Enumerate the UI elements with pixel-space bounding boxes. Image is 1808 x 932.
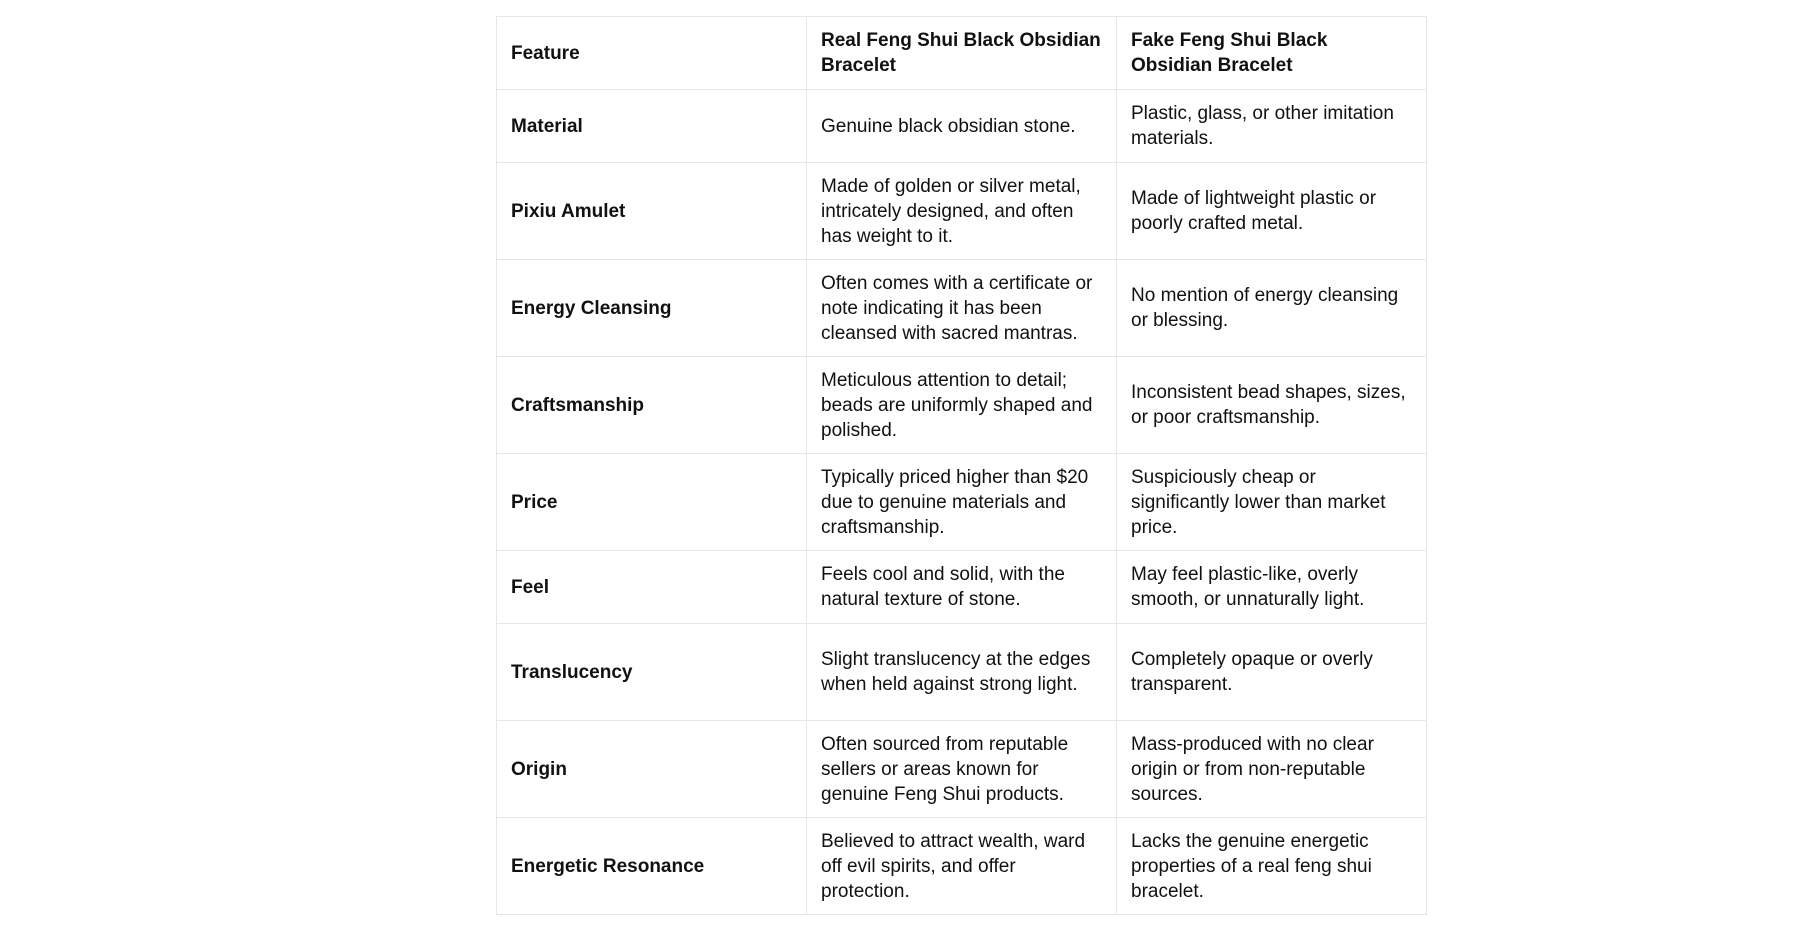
fake-cell: Mass-produced with no clear origin or from non-reputable sources. — [1117, 721, 1427, 818]
header-fake: Fake Feng Shui Black Obsidian Bracelet — [1117, 17, 1427, 90]
real-cell: Typically priced higher than $20 due to genuine materials and craftsmanship. — [807, 454, 1117, 551]
fake-cell: Suspiciously cheap or significantly lower than market price. — [1117, 454, 1427, 551]
feature-cell: Price — [497, 454, 807, 551]
table-header-row — [497, 17, 1427, 90]
real-cell: Feels cool and solid, with the natural texture of stone. — [807, 551, 1117, 624]
table-row — [497, 721, 1427, 818]
feature-cell: Pixiu Amulet — [497, 163, 807, 260]
feature-cell: Craftsmanship — [497, 357, 807, 454]
header-real: Real Feng Shui Black Obsidian Bracelet — [807, 17, 1117, 90]
feature-cell: Feel — [497, 551, 807, 624]
real-cell: Genuine black obsidian stone. — [807, 90, 1117, 163]
comparison-table — [496, 16, 1427, 915]
table-row — [497, 818, 1427, 915]
real-cell: Meticulous attention to detail; beads are uniformly shaped and polished. — [807, 357, 1117, 454]
table-row — [497, 357, 1427, 454]
fake-cell: Completely opaque or overly transparent. — [1117, 624, 1427, 721]
table-row — [497, 163, 1427, 260]
table-row — [497, 454, 1427, 551]
fake-cell: May feel plastic-like, overly smooth, or unnaturally light. — [1117, 551, 1427, 624]
fake-cell: Lacks the genuine energetic properties of a real feng shui bracelet. — [1117, 818, 1427, 915]
real-cell: Often sourced from reputable sellers or areas known for genuine Feng Shui products. — [807, 721, 1117, 818]
fake-cell: No mention of energy cleansing or blessing. — [1117, 260, 1427, 357]
feature-cell: Translucency — [497, 624, 807, 721]
feature-cell: Material — [497, 90, 807, 163]
feature-cell: Energetic Resonance — [497, 818, 807, 915]
fake-cell: Inconsistent bead shapes, sizes, or poor craftsmanship. — [1117, 357, 1427, 454]
real-cell: Often comes with a certificate or note indicating it has been cleansed with sacred mantras. — [807, 260, 1117, 357]
table-row — [497, 90, 1427, 163]
table-row — [497, 624, 1427, 721]
header-feature: Feature — [497, 17, 807, 90]
table-row — [497, 260, 1427, 357]
fake-cell: Plastic, glass, or other imitation materials. — [1117, 90, 1427, 163]
feature-cell: Energy Cleansing — [497, 260, 807, 357]
comparison-table-container — [496, 16, 1426, 915]
fake-cell: Made of lightweight plastic or poorly crafted metal. — [1117, 163, 1427, 260]
feature-cell: Origin — [497, 721, 807, 818]
real-cell: Made of golden or silver metal, intricately designed, and often has weight to it. — [807, 163, 1117, 260]
real-cell: Believed to attract wealth, ward off evil spirits, and offer protection. — [807, 818, 1117, 915]
table-row — [497, 551, 1427, 624]
real-cell: Slight translucency at the edges when held against strong light. — [807, 624, 1117, 721]
